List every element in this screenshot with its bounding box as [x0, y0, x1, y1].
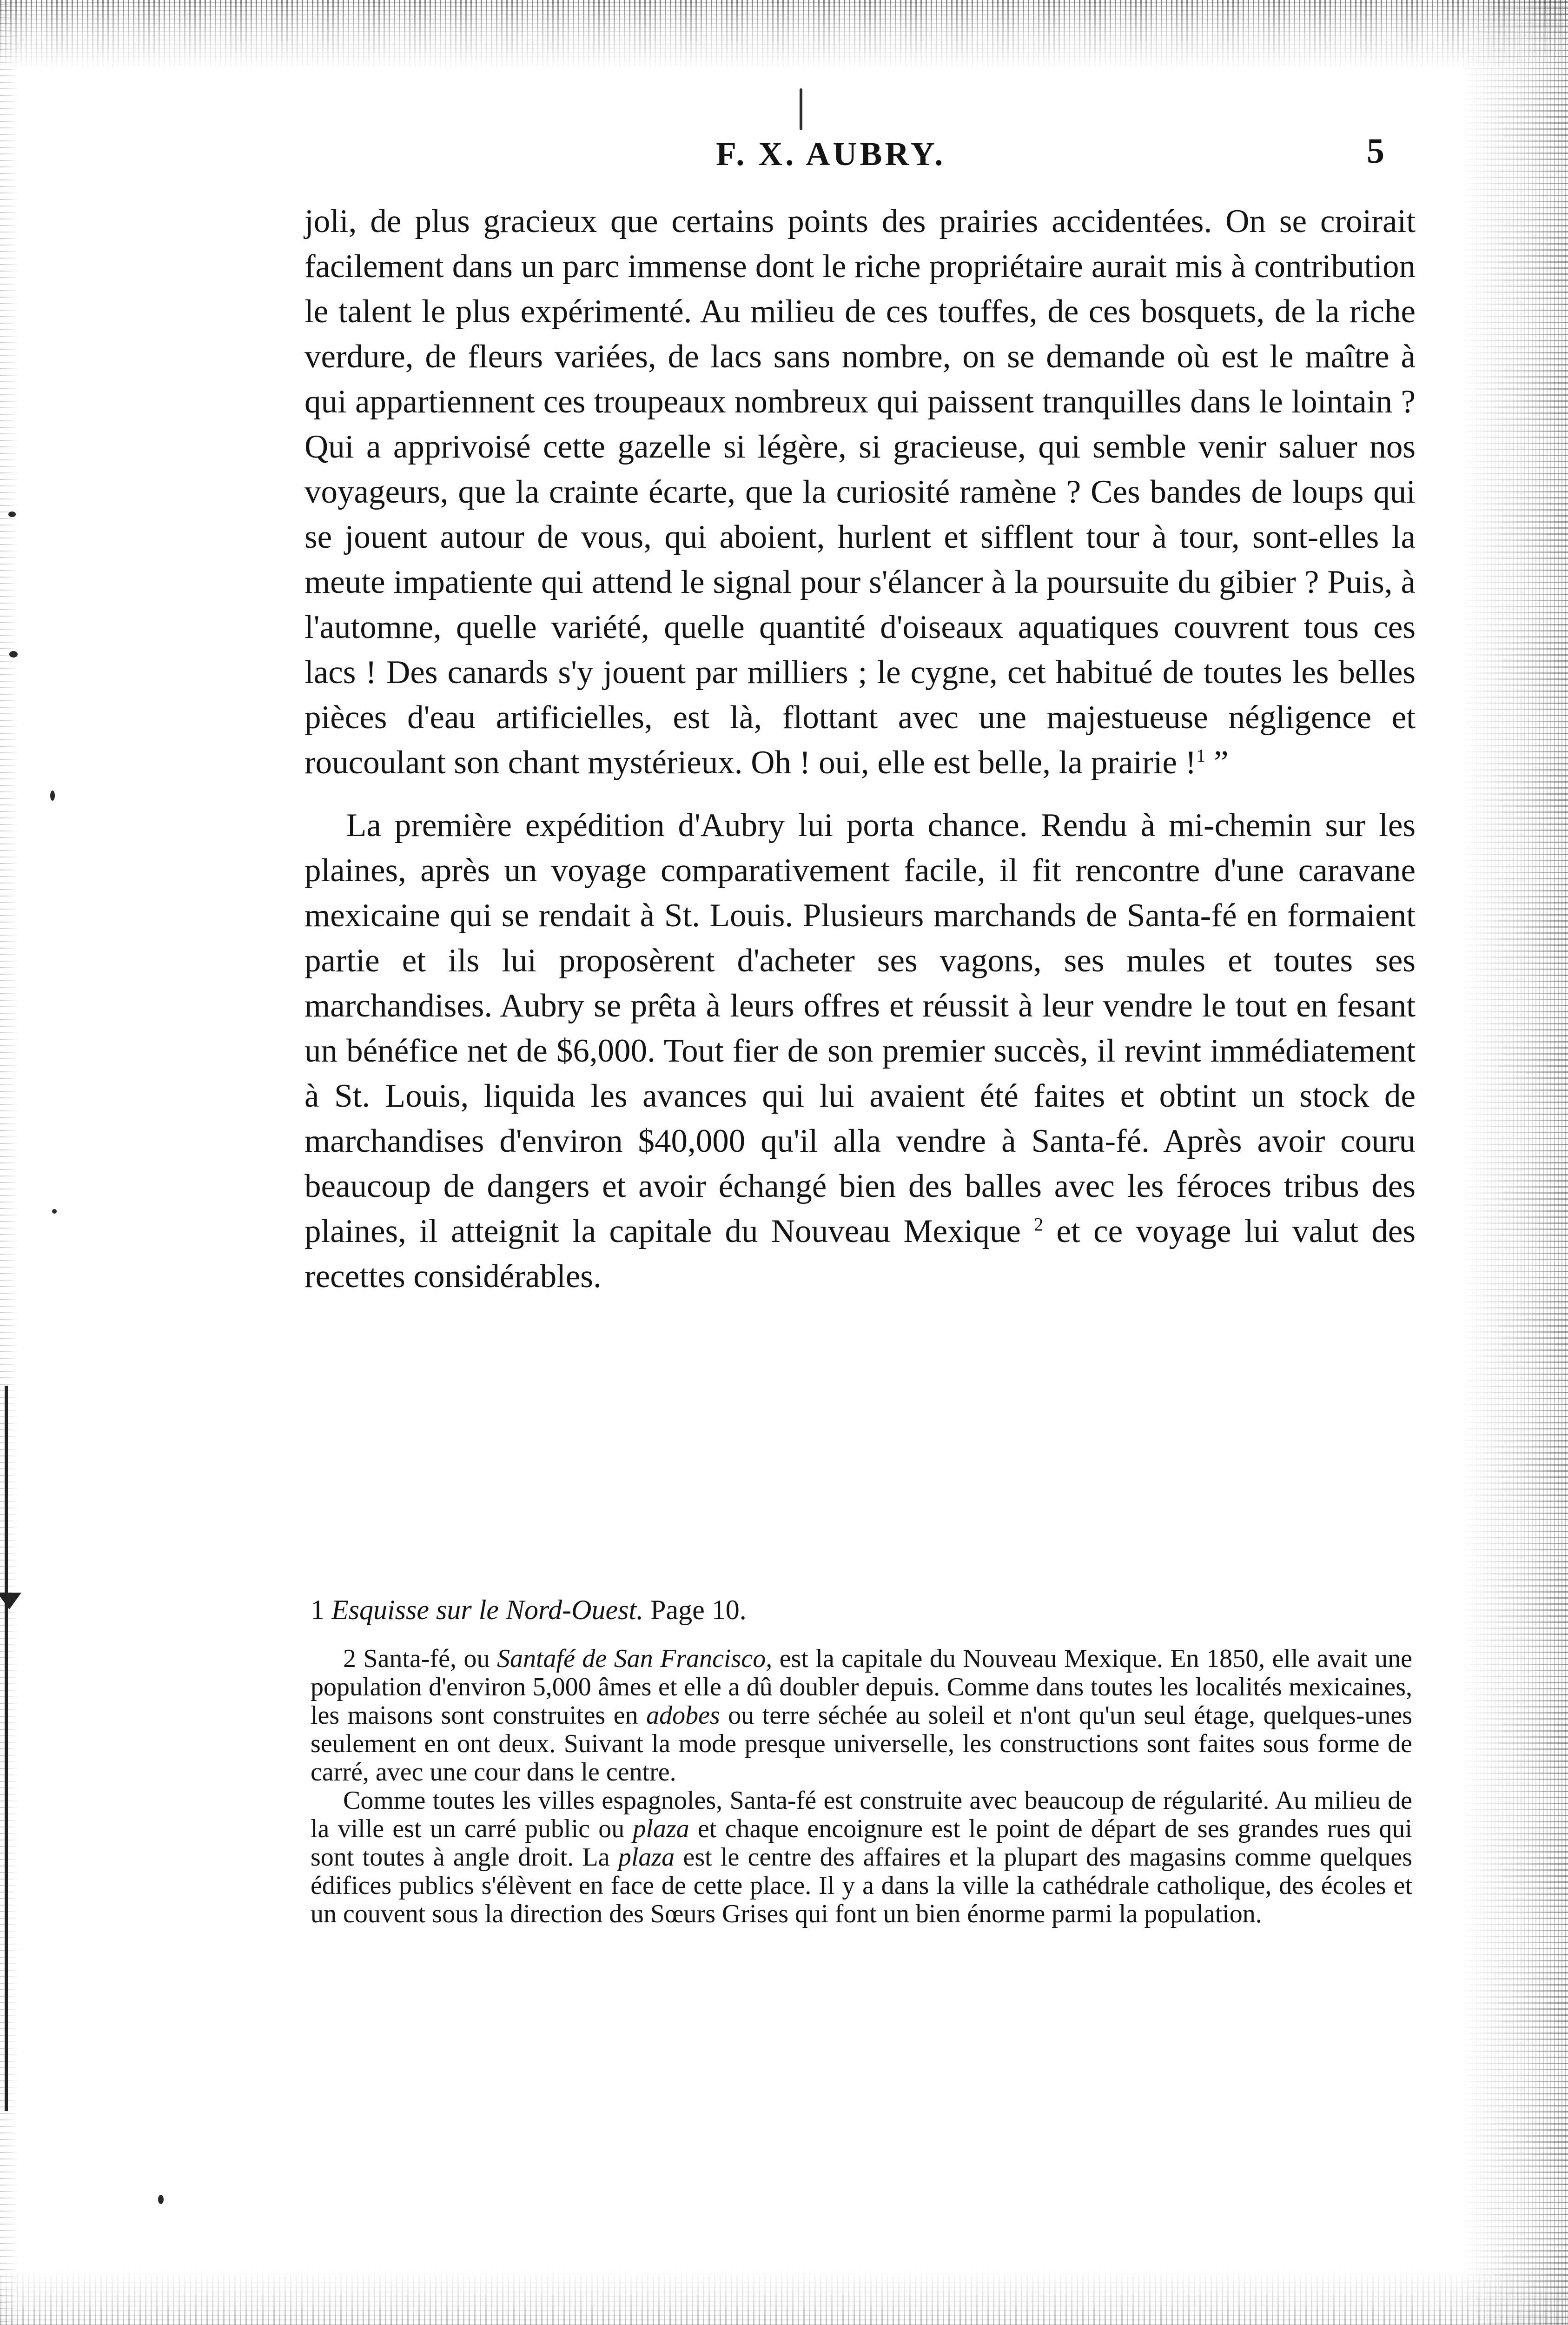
footnote-2-text: Santa-fé, ou: [356, 1644, 497, 1673]
body-text: [304, 199, 1416, 1299]
footnote-2-italic: adobes: [646, 1701, 720, 1730]
binding-arrow-mark: [0, 1593, 19, 1611]
scan-noise-bottom: [0, 2269, 1568, 2325]
footnote-1-page: Page 10.: [643, 1594, 747, 1625]
closing-quote: ”: [1205, 744, 1229, 781]
footnote-1: [311, 1596, 1412, 1624]
footnote-2-italic: plaza: [633, 1814, 689, 1843]
footnote-2-italic: Santafé de San Francisco,: [496, 1644, 773, 1673]
margin-speck: [9, 651, 18, 658]
paragraph-1-text: joli, de plus gracieux que certains points des prairies accidentées. On se croirait facilement dans un parc immense dont le riche propriétaire aurait mis à contribution le talent le plus expérimenté. Au milieu de ces touffes, de ces bosquets, de la riche verdure, de fleurs variées, de lacs sans nombre, on se demande où est le maître à qui appartiennent ces troupeaux nombreux qui paissent tranquilles dans le lointain ? Qui a apprivoisé cette gazelle si légère, si gracieuse, qui semble venir saluer nos voyageurs, que la crainte écarte, que la curiosité ramène ? Ces bandes de loups qui se jouent autour de vous, qui aboient, hurlent et sifflent tour à tour, sont-elles la meute impatiente qui attend le signal pour s'élancer à la poursuite du gibier ? Puis, à l'automne, quelle variété, quelle quantité d'oiseaux aquatiques couvrent tous ces lacs ! Des canards s'y jouent par milliers ; le cygne, cet habitué de toutes les belles pièces d'eau artificielles, est là, flottant avec une majestueuse négligence et roucoulant son chant mystérieux. Oh ! oui, elle est belle, la prairie !: [304, 203, 1416, 781]
margin-speck: [800, 88, 802, 130]
scan-noise-left: [0, 0, 19, 2325]
footnote-1-source: Esquisse sur le Nord-Ouest.: [331, 1594, 644, 1625]
running-head: F. X. AUBRY.: [716, 135, 946, 173]
footnote-2-text: et chaque encoignure est le point de départ de ses grandes rues qui sont toutes à angle droit. La: [311, 1814, 1412, 1872]
binding-mark-lower: [5, 1618, 8, 2111]
footnote-ref-2: 2: [1034, 1214, 1044, 1235]
footnote-2-continued: [311, 1787, 1412, 1928]
footnote-2-italic: plaza: [618, 1843, 675, 1872]
paragraph: [304, 803, 1416, 1299]
binding-mark-upper: [5, 1386, 8, 1618]
footnote-ref-1: 1: [1196, 745, 1206, 766]
margin-speck: [52, 1209, 57, 1214]
footnote-2: [311, 1645, 1412, 1787]
footnote-2-text: Comme toutes les villes espagnoles, Santa-fé est construite avec beaucoup de régularité. Au milieu de la ville est un carré public ou: [311, 1786, 1412, 1843]
footnotes: [311, 1596, 1412, 1928]
footnote-2-text: ou terre séchée au soleil et n'ont qu'un seul étage, quelques-unes seulement en ont deux. Suivant la mode presque universelle, les constructions sont faites sous forme de carré, avec une cour dans le centre.: [311, 1701, 1412, 1787]
paragraph-2-end: et ce voyage lui valut des recettes considérables.: [304, 1213, 1416, 1295]
footnote-1-number: 1: [311, 1594, 324, 1625]
scan-noise-top: [0, 0, 1568, 70]
footnote-2-text: est la capitale du Nouveau Mexique. En 1850, elle avait une population d'environ 5,000 âmes et elle a dû doubler depuis. Comme dans toutes les localités mexicaines, les maisons sont construites en: [311, 1644, 1412, 1730]
paragraph-2-text: La première expédition d'Aubry lui porta chance. Rendu à mi-chemin sur les plaines, après un voyage comparativement facile, il fit rencontre d'une caravane mexicaine qui se rendait à St. Louis. Plusieurs marchands de Santa-fé en formaient partie et ils lui proposèrent d'acheter ses vagons, ses mules et toutes ses marchandises. Aubry se prêta à leurs offres et réussit à leur vendre le tout en fesant un bénéfice net de $6,000. Tout fier de son premier succès, il revint immédiatement à St. Louis, liquida les avances qui lui avaient été faites et obtint un stock de marchandises d'environ $40,000 qu'il alla vendre à Santa-fé. Après avoir couru beaucoup de dangers et avoir échangé bien des balles avec les féroces tribus des plaines, il atteignit la capitale du Nouveau Mexique: [304, 807, 1416, 1249]
page-number: 5: [1367, 132, 1384, 171]
paragraph-continuation: [304, 199, 1416, 785]
margin-speck: [158, 2195, 164, 2204]
margin-speck: [8, 512, 16, 517]
scan-noise-right: [1461, 0, 1568, 2325]
footnote-2-text: est le centre des affaires et la plupart des magasins comme quelques édifices publics s'élèvent en face de cette place. Il y a dans la ville la cathédrale catholique, des écoles et un couvent sous la direction des Sœurs Grises qui font un bien énorme parmi la population.: [311, 1843, 1412, 1928]
footnote-2-number: 2: [343, 1644, 356, 1673]
margin-speck: [50, 790, 55, 801]
